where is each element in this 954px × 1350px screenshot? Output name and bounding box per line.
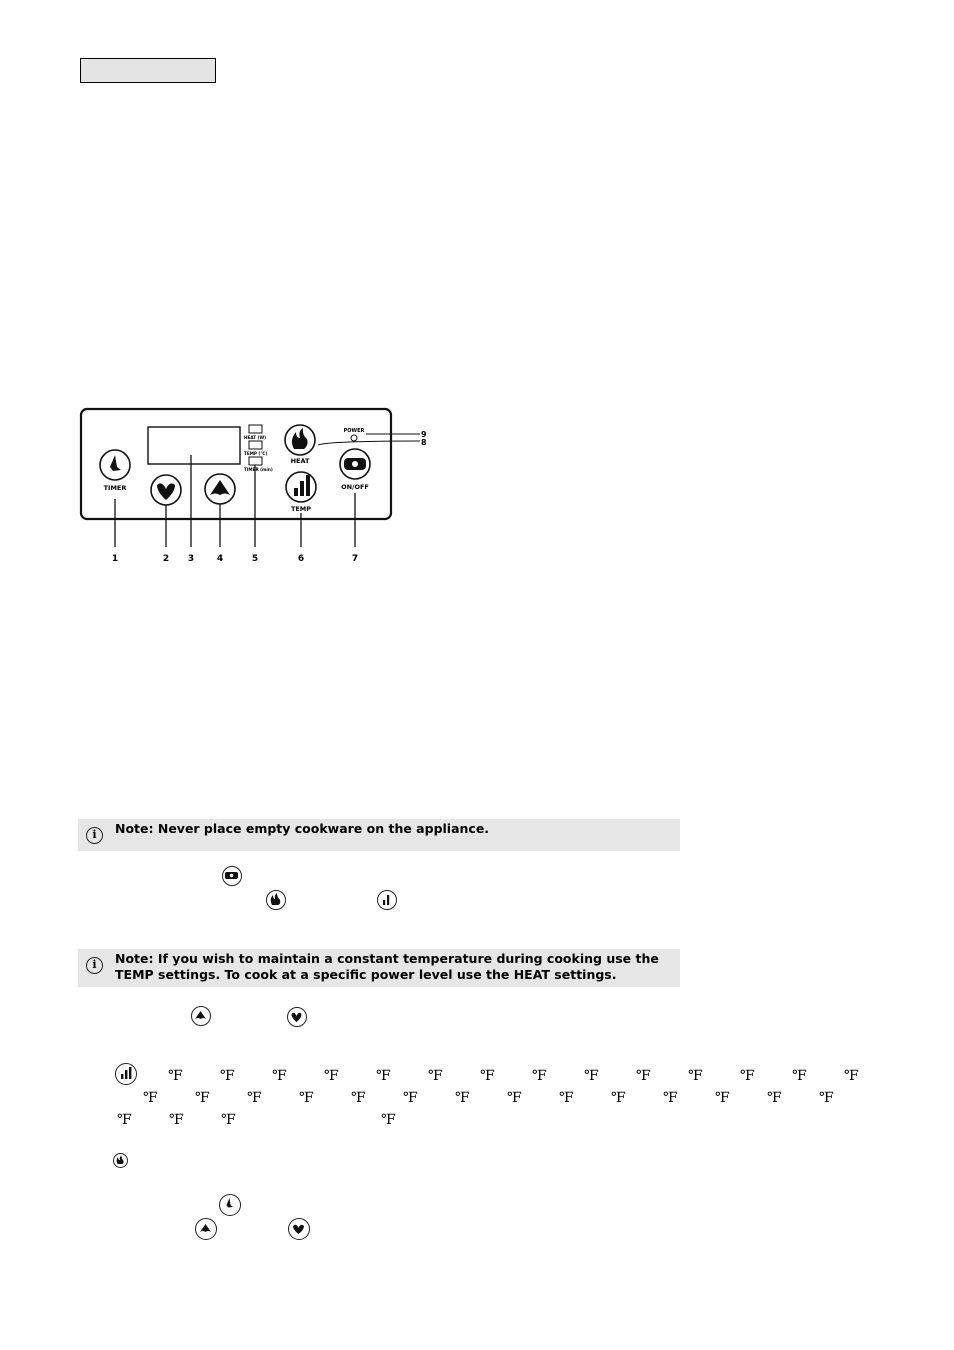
fahrenheit-symbol: ℉ bbox=[455, 1090, 470, 1106]
control-panel-diagram bbox=[78, 405, 438, 570]
info-icon: i bbox=[86, 827, 103, 844]
callout-1: 1 bbox=[111, 554, 119, 564]
fahrenheit-symbol: ℉ bbox=[844, 1068, 859, 1084]
callout-3: 3 bbox=[187, 554, 195, 564]
callout-4: 4 bbox=[216, 554, 224, 564]
fahrenheit-symbol: ℉ bbox=[584, 1068, 599, 1084]
fahrenheit-symbol: ℉ bbox=[532, 1068, 547, 1084]
heat-label: HEAT bbox=[290, 457, 310, 465]
fahrenheit-symbol: ℉ bbox=[480, 1068, 495, 1084]
onoff-button bbox=[340, 449, 370, 491]
down-arrow-icon bbox=[287, 1007, 307, 1027]
onoff-label: ON/OFF bbox=[341, 483, 369, 491]
flame-icon bbox=[266, 890, 286, 910]
power-label: POWER bbox=[343, 428, 365, 434]
clock-icon bbox=[219, 1194, 241, 1216]
fahrenheit-symbol: ℉ bbox=[792, 1068, 807, 1084]
timer-label: TIMER bbox=[103, 484, 127, 492]
heat-button bbox=[285, 425, 315, 465]
indicator-temp bbox=[249, 441, 262, 449]
fahrenheit-symbol: ℉ bbox=[220, 1068, 235, 1084]
up-button bbox=[205, 474, 235, 504]
fahrenheit-symbol: ℉ bbox=[299, 1090, 314, 1106]
callout-9: 9 bbox=[421, 430, 427, 439]
note-1-text: Note: Never place empty cookware on the appliance. bbox=[115, 821, 490, 836]
fahrenheit-symbol: ℉ bbox=[428, 1068, 443, 1084]
fahrenheit-symbol: ℉ bbox=[117, 1112, 132, 1128]
fahrenheit-symbol: ℉ bbox=[819, 1090, 834, 1106]
indicator-timer-label: TIMER (min) bbox=[244, 467, 273, 472]
note-2-text: Note: If you wish to maintain a constant temperature during cooking use the TEMP settings. To cook at a specific power level use the HEAT settings. bbox=[115, 951, 659, 982]
indicator-heat-label: HEAT (W) bbox=[244, 435, 267, 440]
callout-8: 8 bbox=[421, 438, 427, 447]
fahrenheit-symbol: ℉ bbox=[636, 1068, 651, 1084]
fahrenheit-symbol: ℉ bbox=[169, 1112, 184, 1128]
note-box-2 bbox=[78, 949, 680, 987]
power-led bbox=[351, 435, 357, 441]
fahrenheit-symbol: ℉ bbox=[663, 1090, 678, 1106]
flame-icon bbox=[113, 1153, 128, 1168]
fahrenheit-symbol: ℉ bbox=[688, 1068, 703, 1084]
down-arrow-icon bbox=[288, 1218, 310, 1240]
info-icon: i bbox=[86, 957, 103, 974]
section-header-box bbox=[80, 58, 216, 83]
temp-label: TEMP bbox=[290, 505, 312, 513]
up-arrow-icon bbox=[191, 1006, 211, 1026]
indicator-temp-label: TEMP (°C) bbox=[244, 451, 268, 456]
callout-6: 6 bbox=[297, 554, 305, 564]
fahrenheit-symbol: ℉ bbox=[507, 1090, 522, 1106]
bars-icon bbox=[115, 1063, 137, 1085]
fahrenheit-symbol: ℉ bbox=[272, 1068, 287, 1084]
fahrenheit-symbol: ℉ bbox=[715, 1090, 730, 1106]
up-arrow-icon bbox=[195, 1218, 217, 1240]
timer-button bbox=[100, 450, 130, 492]
fahrenheit-symbol: ℉ bbox=[376, 1068, 391, 1084]
fahrenheit-symbol: ℉ bbox=[324, 1068, 339, 1084]
down-button bbox=[151, 475, 181, 505]
fahrenheit-symbol: ℉ bbox=[559, 1090, 574, 1106]
bars-icon bbox=[377, 890, 397, 910]
display-window bbox=[148, 427, 240, 464]
fahrenheit-symbol: ℉ bbox=[195, 1090, 210, 1106]
fahrenheit-symbol: ℉ bbox=[168, 1068, 183, 1084]
indicator-timer bbox=[249, 457, 262, 465]
fahrenheit-symbol: ℉ bbox=[767, 1090, 782, 1106]
fahrenheit-symbol: ℉ bbox=[351, 1090, 366, 1106]
fahrenheit-symbol: ℉ bbox=[221, 1112, 236, 1128]
indicator-heat bbox=[249, 425, 262, 433]
fahrenheit-symbol: ℉ bbox=[740, 1068, 755, 1084]
fahrenheit-symbol: ℉ bbox=[611, 1090, 626, 1106]
fahrenheit-symbol: ℉ bbox=[143, 1090, 158, 1106]
callout-7: 7 bbox=[351, 554, 359, 564]
fahrenheit-symbol: ℉ bbox=[247, 1090, 262, 1106]
callout-5: 5 bbox=[251, 554, 259, 564]
temp-button bbox=[286, 472, 316, 513]
note-box-1 bbox=[78, 819, 680, 851]
onoff-icon bbox=[222, 866, 242, 886]
fahrenheit-symbol: ℉ bbox=[403, 1090, 418, 1106]
fahrenheit-symbol: ℉ bbox=[381, 1112, 396, 1128]
callout-2: 2 bbox=[162, 554, 170, 564]
